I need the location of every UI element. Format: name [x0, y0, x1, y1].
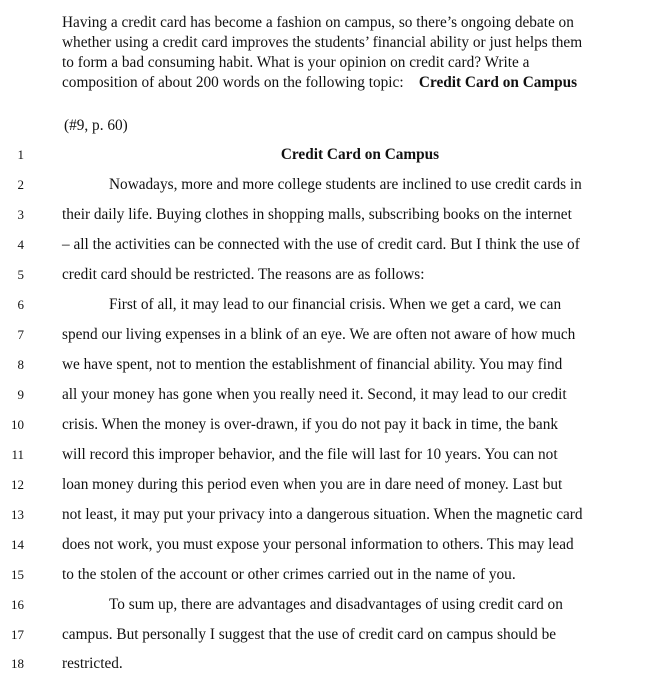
line-text: loan money during this period even when you are in dare need of money. Last but: [62, 476, 563, 493]
line-number: 3: [17, 207, 24, 222]
line-number: 5: [17, 267, 24, 282]
prompt-line: whether using a credit card improves the students’ financial ability or just helps them: [62, 34, 583, 51]
line-number: 10: [11, 417, 24, 432]
line-text: restricted.: [62, 655, 123, 672]
line-text: To sum up, there are advantages and disadvantages of using credit card on: [109, 596, 563, 613]
line-number: 9: [17, 387, 24, 402]
line-text: not least, it may put your privacy into a dangerous situation. When the magnetic card: [62, 506, 583, 523]
source-reference: (#9, p. 60): [64, 117, 128, 134]
line-number: 15: [11, 567, 24, 582]
essay-line-16: [0, 591, 667, 621]
line-text: campus. But personally I suggest that the use of credit card on campus should be: [62, 626, 557, 643]
line-text: crisis. When the money is over-drawn, if you do not pay it back in time, the bank: [62, 416, 559, 433]
essay-line-5: [0, 261, 667, 291]
line-number: 4: [17, 237, 24, 252]
essay-line-2: [0, 171, 667, 201]
line-text: all your money has gone when you really need it. Second, it may lead to our credit: [62, 386, 567, 403]
line-text: spend our living expenses in a blink of an eye. We are often not aware of how much: [62, 326, 576, 343]
prompt-line-text: composition of about 200 words on the following topic:: [62, 74, 404, 91]
essay-line-4: [0, 231, 667, 261]
essay-line-11: [0, 441, 667, 471]
line-number: 18: [11, 656, 24, 671]
line-number: 6: [17, 297, 24, 312]
line-number: 14: [11, 537, 24, 552]
essay-title: Credit Card on Campus: [280, 146, 440, 163]
essay-line-3: [0, 201, 667, 231]
essay-line-8: [0, 351, 667, 381]
line-number: 11: [11, 447, 24, 462]
essay-line-13: [0, 501, 667, 531]
line-text: their daily life. Buying clothes in shopping malls, subscribing books on the internet: [62, 206, 572, 223]
line-text: First of all, it may lead to our financial crisis. When we get a card, we can: [109, 296, 562, 313]
essay-line-12: [0, 471, 667, 501]
prompt-line: to form a bad consuming habit. What is your opinion on credit card? Write a: [62, 54, 530, 71]
prompt-topic: Credit Card on Campus: [418, 74, 578, 91]
essay-line-18: [0, 650, 667, 680]
essay-line-14: [0, 531, 667, 561]
line-text: will record this improper behavior, and the file will last for 10 years. You can not: [62, 446, 558, 463]
essay-line-9: [0, 381, 667, 411]
line-number: 12: [11, 477, 24, 492]
line-text: does not work, you must expose your personal information to others. This may lead: [62, 536, 574, 553]
essay-line-10: [0, 411, 667, 441]
line-text: to the stolen of the account or other crimes carried out in the name of you.: [62, 566, 516, 583]
line-number: 17: [11, 627, 24, 642]
essay-line-6: [0, 291, 667, 321]
essay-line-17: [0, 621, 667, 651]
essay-line-1: [0, 141, 667, 171]
essay-line-15: [0, 561, 667, 591]
line-text: – all the activities can be connected with the use of credit card. But I think the use of: [62, 236, 580, 253]
prompt-paragraph: [62, 13, 662, 93]
line-number: 8: [17, 357, 24, 372]
line-number: 16: [11, 597, 24, 612]
prompt-line: [62, 73, 662, 93]
prompt-line: Having a credit card has become a fashion on campus, so there’s ongoing debate on: [62, 14, 574, 31]
essay-line-7: [0, 321, 667, 351]
line-number: 1: [17, 147, 24, 162]
line-number: 7: [17, 327, 24, 342]
line-number: 2: [17, 177, 24, 192]
line-text: credit card should be restricted. The reasons are as follows:: [62, 266, 425, 283]
line-text: we have spent, not to mention the establishment of financial ability. You may find: [62, 356, 563, 373]
line-text: Nowadays, more and more college students are inclined to use credit cards in: [109, 176, 582, 193]
line-number: 13: [11, 507, 24, 522]
